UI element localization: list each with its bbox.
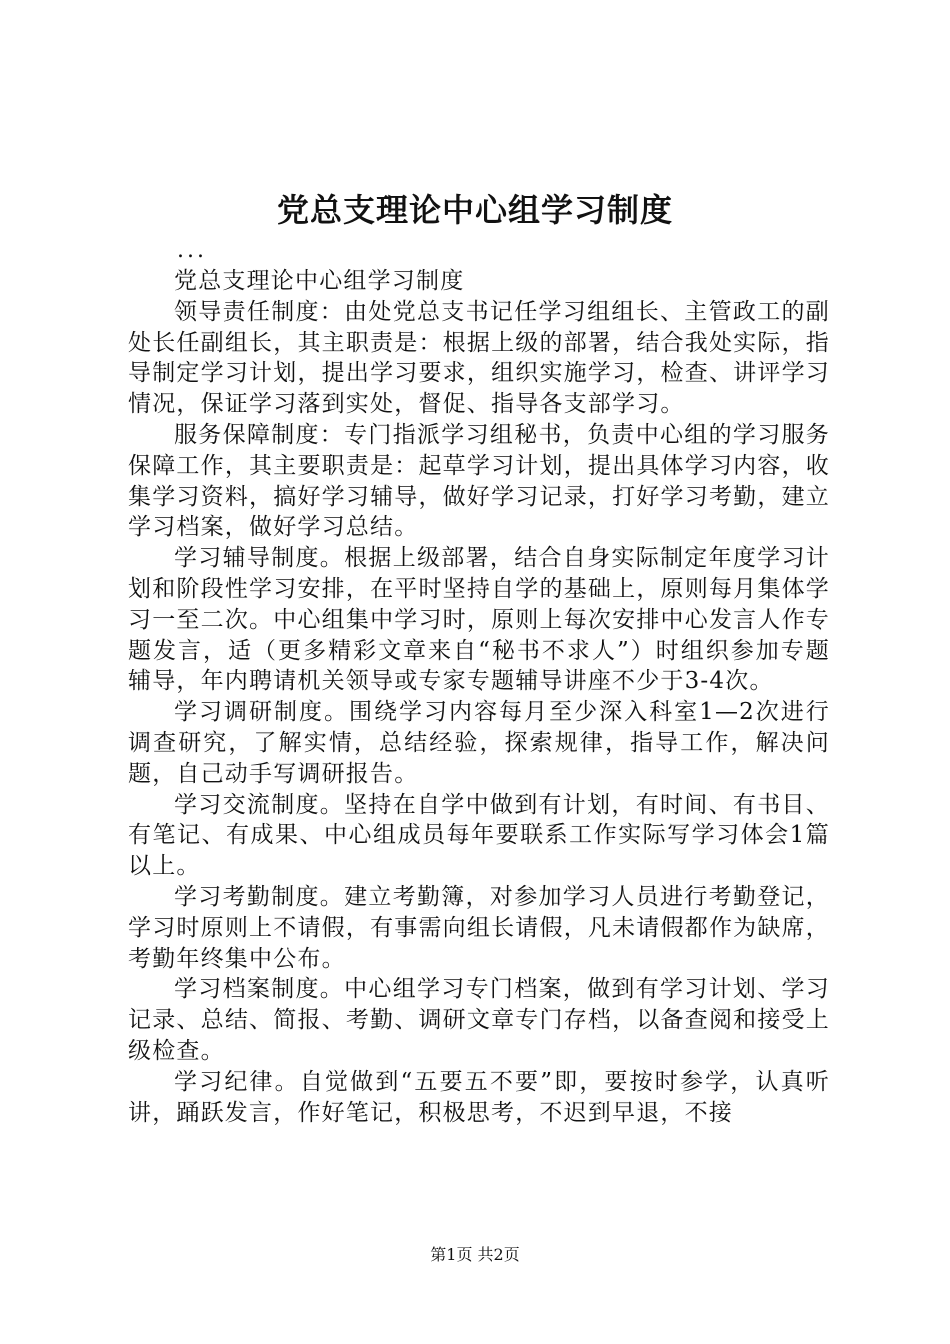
- paragraph-service-support: 服务保障制度：专门指派学习组秘书，负责中心组的学习服务保障工作，其主要职责是：起草学习计划，提出具体学习内容，收集学习资料，搞好学习辅导，做好学习记录，打好学习考勤，建立学习档案，做好学习总结。: [128, 421, 830, 541]
- paragraph-discipline: 学习纪律。自觉做到“五要五不要”即，要按时参学，认真听讲，踊跃发言，作好笔记，积极思考，不迟到早退，不接: [128, 1068, 830, 1126]
- page-footer: 第1页 共2页: [430, 1245, 520, 1264]
- paragraph-archive: 学习档案制度。中心组学习专门档案，做到有学习计划、学习记录、总结、简报、考勤、调研文章专门存档，以备查阅和接受上级检查。: [128, 976, 830, 1064]
- document-title: 党总支理论中心组学习制度: [276, 191, 673, 229]
- document-body: [128, 266, 830, 1128]
- paragraph-attendance: 学习考勤制度。建立考勤簿，对参加学习人员进行考勤登记，学习时原则上不请假，有事需向组长请假，凡未请假都作为缺席，考勤年终集中公布。: [128, 883, 830, 972]
- paragraph-study-exchange: 学习交流制度。坚持在自学中做到有计划，有时间、有书目、有笔记、有成果、中心组成员每年要联系工作实际写学习体会1篇以上。: [128, 791, 830, 880]
- paragraph-leadership-responsibility: 领导责任制度：由处党总支书记任学习组组长、主管政工的副处长任副组长，其主职责是：根据上级的部署，结合我处实际，指导制定学习计划，提出学习要求，组织实施学习，检查、讲评学习情况，保证学习落到实处，督促、指导各支部学习。: [128, 298, 830, 418]
- paragraph-study-research: 学习调研制度。围绕学习内容每月至少深入科室1—2次进行调查研究，了解实情，总结经验，探索规律，指导工作，解决问题，自己动手写调研报告。: [128, 699, 830, 787]
- ellipsis-marker: ...: [177, 238, 207, 263]
- paragraph-study-guidance: 学习辅导制度。根据上级部署，结合自身实际制定年度学习计划和阶段性学习安排，在平时坚持自学的基础上，原则每月集体学习一至二次。中心组集中学习时，原则上每次安排中心发言人作专题发言，适（更多精彩文章来自“秘书不求人”）时组织参加专题辅导，年内聘请机关领导或专家专题辅导讲座不少于3-4次。: [128, 545, 830, 695]
- paragraph-subtitle: 党总支理论中心组学习制度: [174, 268, 465, 294]
